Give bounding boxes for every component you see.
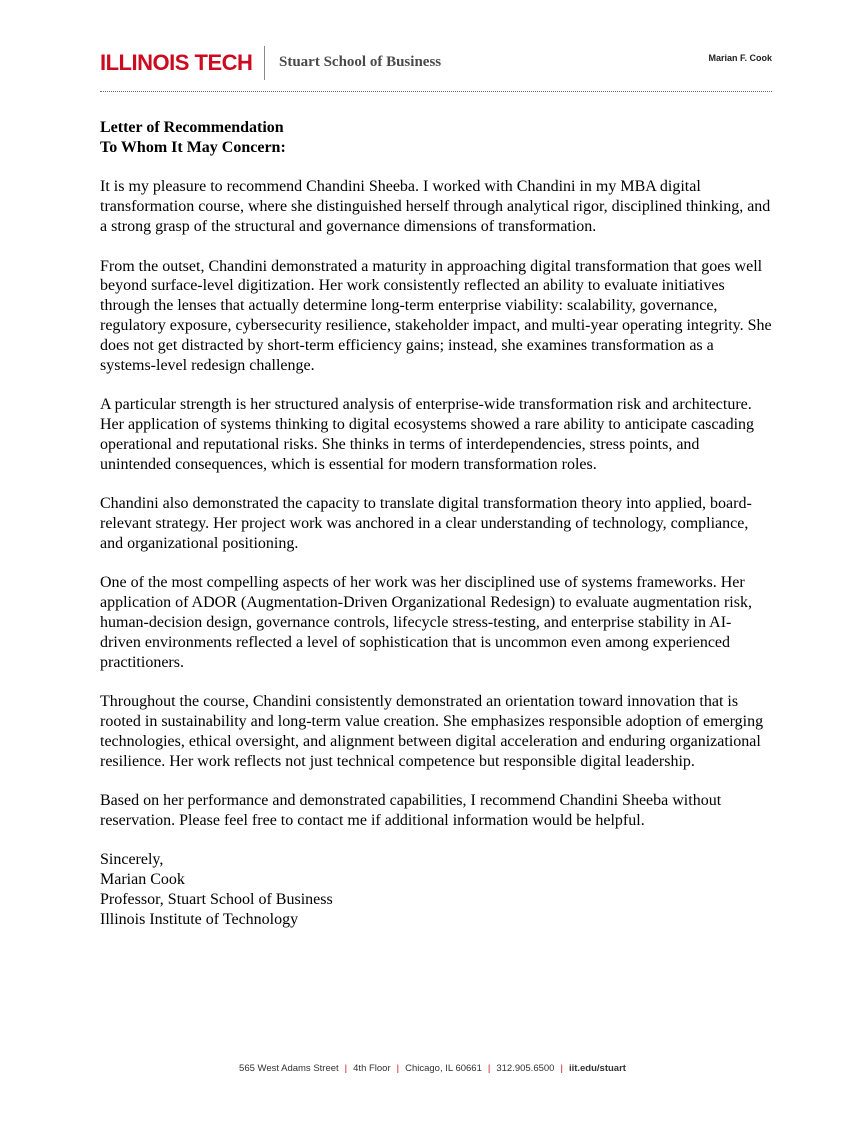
signer-institution: Illinois Institute of Technology (100, 910, 299, 928)
signature-block (100, 850, 772, 929)
footer-phone: 312.905.6500 (496, 1063, 555, 1074)
closing: Sincerely, (100, 851, 164, 869)
school-name: Stuart School of Business (279, 54, 442, 70)
salutation: To Whom It May Concern: (100, 138, 286, 156)
footer-separator: | (487, 1063, 491, 1074)
footer-website: iit.edu/stuart (568, 1063, 626, 1074)
header-divider (100, 91, 772, 92)
paragraph-risk-analysis: A particular strength is her structured analysis of enterprise-wide transformation risk and architecture. Her application of systems thinking to digital ecosystems showed a rare ability to anticipate cascading operational and reputational risks. She thinks in terms of interdependencies, stress points, and unintended consequences, which is essential for modern transformation roles. (100, 396, 755, 473)
footer-separator: | (396, 1063, 400, 1074)
paragraph-maturity: From the outset, Chandini demonstrated a maturity in approaching digital transformation that goes well beyond surface-level digitization. Her work consistently reflected an ability to evaluate initiatives through the lenses that actually determine long-term enterprise viability: scalability, governance, regulatory exposure, cybersecurity resilience, stakeholder impact, and multi-year operating integrity. She does not get distracted by short-term efficiency gains; instead, she examines transformation as a systems-level redesign challenge. (100, 257, 772, 374)
paragraph-recommendation: Based on her performance and demonstrated capabilities, I recommend Chandini Sheeba without reservation. Please feel free to contact me if additional information would be helpful. (100, 792, 722, 829)
footer-separator: | (560, 1063, 563, 1074)
letterhead (100, 44, 772, 80)
paragraph-strategy: Chandini also demonstrated the capacity to translate digital transformation theory into applied, board-relevant strategy. Her project work was anchored in a clear understanding of technology, compliance, and organizational positioning. (100, 495, 752, 552)
footer-address (0, 1062, 865, 1076)
signer-title: Professor, Stuart School of Business (100, 891, 333, 909)
paragraph-innovation: Throughout the course, Chandini consistently demonstrated an orientation toward innovation that is rooted in sustainability and long-term value creation. She emphasizes responsible adoption of emerging technologies, ethical oversight, and alignment between digital acceleration and enduring organizational resilience. Her work reflects not just technical competence but responsible digital leadership. (100, 693, 764, 770)
header-author-name: Marian F. Cook (708, 53, 772, 63)
footer-city: Chicago, IL 60661 (405, 1063, 482, 1074)
footer-separator: | (344, 1063, 348, 1074)
footer-street: 565 West Adams Street (239, 1063, 339, 1074)
letter-body (100, 118, 772, 930)
letter-title: Letter of Recommendation (100, 119, 284, 136)
logo-divider (264, 46, 265, 80)
footer-floor: 4th Floor (353, 1063, 391, 1074)
paragraph-intro: It is my pleasure to recommend Chandini Sheeba. I worked with Chandini in my MBA digital transformation course, where she distinguished herself through analytical rigor, disciplined thinking, and a strong grasp of the structural and governance dimensions of transformation. (100, 178, 771, 235)
illinois-tech-logo: ILLINOIS TECH (100, 50, 253, 75)
signer-name: Marian Cook (100, 871, 185, 889)
paragraph-frameworks: One of the most compelling aspects of her work was her disciplined use of systems frameworks. Her application of ADOR (Augmentation-Driven Organizational Redesign) to evaluate augmentation risk, human-decision design, governance controls, lifecycle stress-testing, and enterprise stability in AI-driven environments reflected a level of sophistication that is uncommon even among experienced practitioners. (100, 574, 752, 671)
letter-heading (100, 118, 772, 158)
